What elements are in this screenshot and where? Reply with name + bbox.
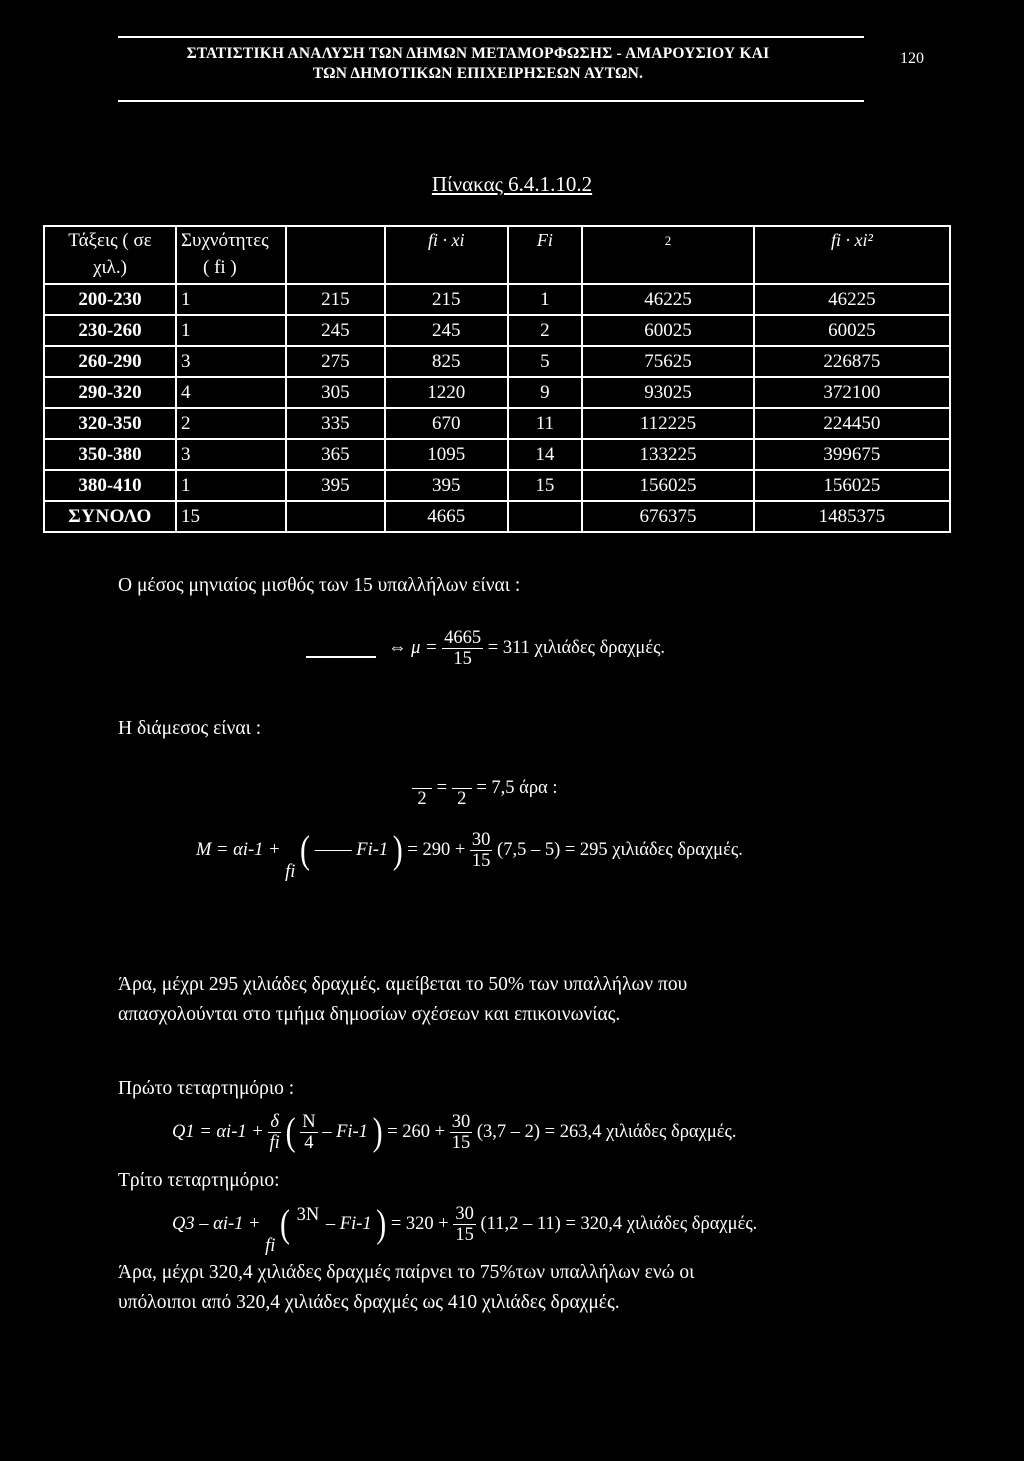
q1-intro: Πρώτο τεταρτημόριο : <box>118 1078 295 1099</box>
cell-fx2: 399675 <box>754 439 950 470</box>
header-x <box>286 226 385 284</box>
cell-x2: 133225 <box>582 439 754 470</box>
cell-x: 335 <box>286 408 385 439</box>
cell-x2: 60025 <box>582 315 754 346</box>
header-x2: 2 <box>582 226 754 284</box>
cell-x2: 156025 <box>582 470 754 501</box>
header-fx2: fi · xi² <box>754 226 950 284</box>
q3-formula: Q3 – αi-1 + fi ( 3N – Fi-1 ) = 320 + $\frac{30}{15}$ (11,2 – 11) = 320,4 χιλιάδες δραχμές. <box>172 1202 758 1256</box>
total-fx: 4665 <box>385 501 508 532</box>
cell-fx2: 226875 <box>754 346 950 377</box>
cell-fx2: 224450 <box>754 408 950 439</box>
header-fx: fi · xi <box>385 226 508 284</box>
cell-fx: 1095 <box>385 439 508 470</box>
cell-f: 1 <box>176 284 286 315</box>
q1-formula: Q1 = αi-1 + $\frac{\delta}{fi}$ ( $\frac{N}{4}$ – Fi-1 ) = 260 + $\frac{30}{15}$ (3,7 – 2) = 263,4 χιλιάδες δραχμές. <box>172 1110 737 1154</box>
median-intro: Η διάμεσος είναι : <box>118 718 262 739</box>
median-formula: M = αi-1 + fi ( —— Fi-1 ) = 290 + $\frac{30}{15}$ (7,5 – 5) = 295 χιλιάδες δραχμές. <box>196 828 743 882</box>
table-row <box>44 315 950 346</box>
cell-x2: 46225 <box>582 284 754 315</box>
cell-x2: 75625 <box>582 346 754 377</box>
table-row <box>44 439 950 470</box>
table-header-row <box>44 226 950 284</box>
page-number: 120 <box>900 50 924 67</box>
cell-F: 2 <box>508 315 582 346</box>
cell-F: 9 <box>508 377 582 408</box>
header-class: Τάξεις ( σε χιλ.) <box>44 226 176 284</box>
cell-F: 1 <box>508 284 582 315</box>
table-body <box>44 284 950 501</box>
cell-x: 365 <box>286 439 385 470</box>
table-row <box>44 284 950 315</box>
total-f: 15 <box>176 501 286 532</box>
header-top-rule <box>118 36 864 38</box>
total-fx2: 1485375 <box>754 501 950 532</box>
total-x2: 676375 <box>582 501 754 532</box>
cell-x: 395 <box>286 470 385 501</box>
cell-cls: 260-290 <box>44 346 176 377</box>
q3-intro: Τρίτο τεταρτημόριο: <box>118 1170 280 1191</box>
cell-f: 4 <box>176 377 286 408</box>
cell-fx: 825 <box>385 346 508 377</box>
cell-cls: 290-320 <box>44 377 176 408</box>
cell-x: 245 <box>286 315 385 346</box>
total-x <box>286 501 385 532</box>
table-total-row <box>44 501 950 532</box>
running-header <box>118 44 838 84</box>
cell-fx: 215 <box>385 284 508 315</box>
cell-x: 305 <box>286 377 385 408</box>
cell-F: 5 <box>508 346 582 377</box>
cell-F: 11 <box>508 408 582 439</box>
cell-fx2: 46225 <box>754 284 950 315</box>
cell-cls: 350-380 <box>44 439 176 470</box>
cell-f: 1 <box>176 315 286 346</box>
cell-F: 15 <box>508 470 582 501</box>
total-F <box>508 501 582 532</box>
cell-cls: 200-230 <box>44 284 176 315</box>
total-label: ΣΥΝΟΛΟ <box>44 501 176 532</box>
cell-fx2: 372100 <box>754 377 950 408</box>
cell-cls: 230-260 <box>44 315 176 346</box>
header-bottom-rule <box>118 100 864 102</box>
cell-fx2: 60025 <box>754 315 950 346</box>
cell-f: 3 <box>176 346 286 377</box>
cell-x: 215 <box>286 284 385 315</box>
header-line-2: ΤΩΝ ΔΗΜΟΤΙΚΩΝ ΕΠΙΧΕΙΡΗΣΕΩΝ ΑΥΤΩΝ. <box>312 65 644 82</box>
cell-fx: 245 <box>385 315 508 346</box>
header-F: Fi <box>508 226 582 284</box>
table-caption: Πίνακας 6.4.1.10.2 <box>431 172 593 196</box>
cell-fx: 395 <box>385 470 508 501</box>
cell-cls: 320-350 <box>44 408 176 439</box>
table-row <box>44 470 950 501</box>
table-row <box>44 408 950 439</box>
cell-cls: 380-410 <box>44 470 176 501</box>
cell-x2: 93025 <box>582 377 754 408</box>
header-frequency: Συχνότητες ( fi ) <box>176 226 286 284</box>
conclusion-median-1: Άρα, μέχρι 295 χιλιάδες δραχμές. αμείβεται το 50% των υπαλλήλων που <box>118 974 688 995</box>
cell-fx: 1220 <box>385 377 508 408</box>
cell-F: 14 <box>508 439 582 470</box>
table-row <box>44 346 950 377</box>
cell-f: 3 <box>176 439 286 470</box>
cell-x: 275 <box>286 346 385 377</box>
mean-formula: ⇔ μ = $\frac{4665}{15}$ = 311 χιλιάδες δραχμές. <box>388 628 666 669</box>
conclusion-q3-1: Άρα, μέχρι 320,4 χιλιάδες δραχμές παίρνει το 75%των υπαλλήλων ενώ οι <box>118 1262 695 1283</box>
cell-f: 1 <box>176 470 286 501</box>
mean-fraction: $\frac{4665}{15}$ <box>444 628 482 669</box>
mean-blank-line <box>306 656 376 658</box>
cell-f: 2 <box>176 408 286 439</box>
conclusion-q3-2: υπόλοιποι από 320,4 χιλιάδες δραχμές ως 410 χιλιάδες δραχμές. <box>118 1292 620 1313</box>
cell-fx: 670 <box>385 408 508 439</box>
header-line-1: ΣΤΑΤΙΣΤΙΚΗ ΑΝΑΛΥΣΗ ΤΩΝ ΔΗΜΩΝ ΜΕΤΑΜΟΡΦΩΣΗΣ - ΑΜΑΡΟΥΣΙΟΥ ΚΑΙ <box>186 45 770 62</box>
conclusion-median-2: απασχολούνται στο τμήμα δημοσίων σχέσεων και επικοινωνίας. <box>118 1004 621 1025</box>
median-position: 2 = 2 = 7,5 άρα : <box>412 768 558 809</box>
frequency-table <box>43 225 951 533</box>
table-row <box>44 377 950 408</box>
mean-intro: Ο μέσος μηνιαίος μισθός των 15 υπαλλήλων είναι : <box>118 575 521 596</box>
cell-x2: 112225 <box>582 408 754 439</box>
cell-fx2: 156025 <box>754 470 950 501</box>
